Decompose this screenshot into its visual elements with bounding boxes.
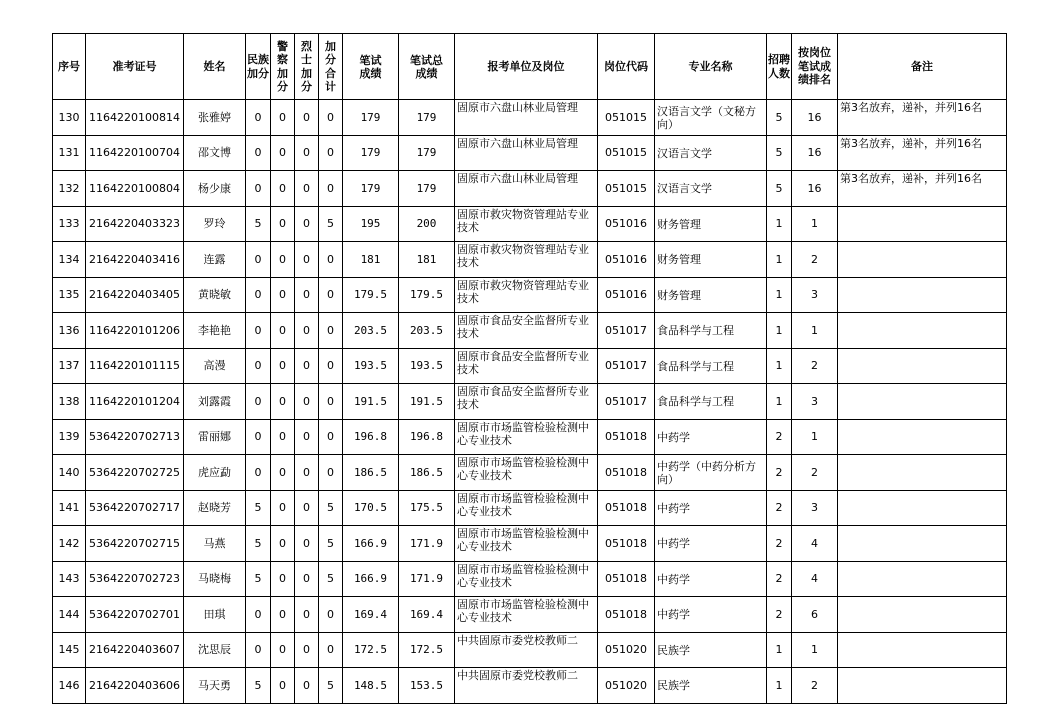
cell-hire-count: 1 [767, 242, 792, 278]
cell-ethnic-bonus: 0 [246, 135, 271, 171]
cell-bonus-total: 0 [319, 632, 343, 668]
cell-written-total: 171.9 [399, 526, 455, 562]
table-row [53, 206, 1007, 242]
cell-ethnic-bonus: 0 [246, 455, 271, 491]
table-row [53, 171, 1007, 207]
cell-police-bonus: 0 [271, 171, 295, 207]
cell-seq: 144 [53, 597, 86, 633]
cell-martyr-bonus: 0 [295, 419, 319, 455]
cell-police-bonus: 0 [271, 632, 295, 668]
cell-name: 张雅婷 [184, 100, 246, 136]
cell-remarks [838, 384, 1007, 420]
cell-major: 民族学 [655, 668, 767, 704]
cell-rank: 6 [792, 597, 838, 633]
table-row [53, 419, 1007, 455]
cell-name: 邵文博 [184, 135, 246, 171]
table-row [53, 490, 1007, 526]
cell-ethnic-bonus: 5 [246, 668, 271, 704]
results-table [52, 33, 1007, 704]
cell-written-score: 179 [343, 171, 399, 207]
header-rank: 按岗位笔试成绩排名 [792, 34, 838, 100]
cell-major: 汉语言文学 [655, 135, 767, 171]
cell-hire-count: 1 [767, 668, 792, 704]
cell-rank: 16 [792, 135, 838, 171]
cell-written-total: 191.5 [399, 384, 455, 420]
cell-name: 杨少康 [184, 171, 246, 207]
cell-martyr-bonus: 0 [295, 561, 319, 597]
header-martyr-bonus: 烈士加分 [295, 34, 319, 100]
cell-rank: 3 [792, 277, 838, 313]
cell-exam-no: 2164220403607 [86, 632, 184, 668]
header-seq: 序号 [53, 34, 86, 100]
cell-written-total: 203.5 [399, 313, 455, 349]
cell-exam-no: 5364220702725 [86, 455, 184, 491]
cell-rank: 1 [792, 632, 838, 668]
cell-exam-no: 5364220702723 [86, 561, 184, 597]
cell-name: 虎应勐 [184, 455, 246, 491]
cell-police-bonus: 0 [271, 490, 295, 526]
table-row [53, 313, 1007, 349]
cell-hire-count: 1 [767, 206, 792, 242]
cell-remarks [838, 597, 1007, 633]
cell-ethnic-bonus: 5 [246, 561, 271, 597]
table-body [53, 100, 1007, 704]
header-exam-no: 准考证号 [86, 34, 184, 100]
cell-seq: 145 [53, 632, 86, 668]
cell-seq: 142 [53, 526, 86, 562]
cell-major: 中药学 [655, 419, 767, 455]
cell-seq: 133 [53, 206, 86, 242]
cell-written-score: 170.5 [343, 490, 399, 526]
cell-rank: 16 [792, 100, 838, 136]
cell-bonus-total: 0 [319, 242, 343, 278]
cell-martyr-bonus: 0 [295, 242, 319, 278]
cell-police-bonus: 0 [271, 277, 295, 313]
cell-seq: 135 [53, 277, 86, 313]
cell-name: 刘露霞 [184, 384, 246, 420]
cell-bonus-total: 0 [319, 455, 343, 491]
cell-unit-position: 固原市食品安全监督所专业技术 [455, 384, 598, 420]
cell-ethnic-bonus: 0 [246, 277, 271, 313]
cell-position-code: 051018 [598, 597, 655, 633]
cell-exam-no: 2164220403405 [86, 277, 184, 313]
cell-written-total: 193.5 [399, 348, 455, 384]
cell-unit-position: 固原市市场监管检验检测中心专业技术 [455, 597, 598, 633]
cell-position-code: 051018 [598, 526, 655, 562]
table-row [53, 632, 1007, 668]
cell-unit-position: 固原市市场监管检验检测中心专业技术 [455, 561, 598, 597]
cell-remarks: 第3名放弃，递补，并列16名 [838, 100, 1007, 136]
cell-major: 中药学 [655, 561, 767, 597]
cell-bonus-total: 5 [319, 561, 343, 597]
table-row [53, 242, 1007, 278]
header-hire-count: 招聘人数 [767, 34, 792, 100]
table-row [53, 384, 1007, 420]
cell-position-code: 051018 [598, 419, 655, 455]
cell-name: 连露 [184, 242, 246, 278]
cell-hire-count: 1 [767, 277, 792, 313]
table-row [53, 455, 1007, 491]
cell-ethnic-bonus: 0 [246, 313, 271, 349]
cell-ethnic-bonus: 0 [246, 419, 271, 455]
cell-exam-no: 1164220101204 [86, 384, 184, 420]
cell-written-score: 195 [343, 206, 399, 242]
cell-exam-no: 5364220702715 [86, 526, 184, 562]
cell-name: 高漫 [184, 348, 246, 384]
cell-position-code: 051015 [598, 135, 655, 171]
cell-martyr-bonus: 0 [295, 526, 319, 562]
cell-hire-count: 2 [767, 419, 792, 455]
cell-exam-no: 1164220100704 [86, 135, 184, 171]
cell-written-score: 169.4 [343, 597, 399, 633]
cell-hire-count: 2 [767, 597, 792, 633]
table-row [53, 597, 1007, 633]
cell-position-code: 051016 [598, 277, 655, 313]
table-row [53, 561, 1007, 597]
cell-ethnic-bonus: 0 [246, 100, 271, 136]
cell-major: 中药学 [655, 597, 767, 633]
header-major: 专业名称 [655, 34, 767, 100]
cell-police-bonus: 0 [271, 242, 295, 278]
cell-police-bonus: 0 [271, 384, 295, 420]
cell-martyr-bonus: 0 [295, 632, 319, 668]
cell-unit-position: 固原市救灾物资管理站专业技术 [455, 277, 598, 313]
cell-ethnic-bonus: 0 [246, 242, 271, 278]
cell-remarks [838, 668, 1007, 704]
cell-written-score: 191.5 [343, 384, 399, 420]
cell-written-score: 179.5 [343, 277, 399, 313]
cell-ethnic-bonus: 5 [246, 206, 271, 242]
cell-major: 财务管理 [655, 206, 767, 242]
cell-ethnic-bonus: 5 [246, 490, 271, 526]
cell-remarks [838, 277, 1007, 313]
cell-hire-count: 1 [767, 348, 792, 384]
cell-police-bonus: 0 [271, 135, 295, 171]
cell-unit-position: 固原市救灾物资管理站专业技术 [455, 206, 598, 242]
cell-written-total: 186.5 [399, 455, 455, 491]
cell-police-bonus: 0 [271, 206, 295, 242]
cell-rank: 4 [792, 561, 838, 597]
cell-written-score: 196.8 [343, 419, 399, 455]
header-written-score: 笔试成绩 [343, 34, 399, 100]
cell-written-total: 200 [399, 206, 455, 242]
table-row [53, 277, 1007, 313]
cell-remarks [838, 455, 1007, 491]
cell-position-code: 051016 [598, 242, 655, 278]
cell-written-score: 186.5 [343, 455, 399, 491]
cell-remarks [838, 419, 1007, 455]
cell-position-code: 051015 [598, 100, 655, 136]
cell-unit-position: 固原市市场监管检验检测中心专业技术 [455, 455, 598, 491]
cell-hire-count: 2 [767, 455, 792, 491]
cell-hire-count: 5 [767, 135, 792, 171]
cell-unit-position: 固原市市场监管检验检测中心专业技术 [455, 490, 598, 526]
header-name: 姓名 [184, 34, 246, 100]
cell-bonus-total: 0 [319, 313, 343, 349]
cell-hire-count: 1 [767, 313, 792, 349]
cell-position-code: 051018 [598, 561, 655, 597]
cell-written-total: 181 [399, 242, 455, 278]
cell-major: 食品科学与工程 [655, 384, 767, 420]
cell-unit-position: 固原市救灾物资管理站专业技术 [455, 242, 598, 278]
cell-written-score: 148.5 [343, 668, 399, 704]
cell-rank: 4 [792, 526, 838, 562]
cell-bonus-total: 0 [319, 384, 343, 420]
cell-unit-position: 固原市市场监管检验检测中心专业技术 [455, 419, 598, 455]
cell-seq: 139 [53, 419, 86, 455]
cell-police-bonus: 0 [271, 419, 295, 455]
cell-rank: 2 [792, 242, 838, 278]
cell-position-code: 051020 [598, 668, 655, 704]
cell-bonus-total: 0 [319, 348, 343, 384]
cell-seq: 137 [53, 348, 86, 384]
cell-name: 马晓梅 [184, 561, 246, 597]
cell-rank: 1 [792, 206, 838, 242]
cell-rank: 1 [792, 419, 838, 455]
cell-position-code: 051016 [598, 206, 655, 242]
cell-written-total: 179 [399, 100, 455, 136]
cell-ethnic-bonus: 0 [246, 597, 271, 633]
cell-exam-no: 2164220403606 [86, 668, 184, 704]
table-row [53, 526, 1007, 562]
cell-position-code: 051017 [598, 384, 655, 420]
cell-police-bonus: 0 [271, 668, 295, 704]
cell-written-total: 169.4 [399, 597, 455, 633]
cell-remarks [838, 313, 1007, 349]
cell-martyr-bonus: 0 [295, 384, 319, 420]
table-row [53, 668, 1007, 704]
cell-remarks [838, 526, 1007, 562]
cell-martyr-bonus: 0 [295, 313, 319, 349]
cell-martyr-bonus: 0 [295, 206, 319, 242]
cell-remarks: 第3名放弃，递补，并列16名 [838, 135, 1007, 171]
cell-police-bonus: 0 [271, 597, 295, 633]
cell-written-score: 181 [343, 242, 399, 278]
cell-police-bonus: 0 [271, 313, 295, 349]
table-row [53, 348, 1007, 384]
cell-martyr-bonus: 0 [295, 597, 319, 633]
cell-rank: 3 [792, 384, 838, 420]
cell-seq: 136 [53, 313, 86, 349]
cell-written-total: 171.9 [399, 561, 455, 597]
cell-exam-no: 5364220702717 [86, 490, 184, 526]
cell-position-code: 051018 [598, 490, 655, 526]
cell-martyr-bonus: 0 [295, 171, 319, 207]
cell-unit-position: 中共固原市委党校教师二 [455, 632, 598, 668]
cell-major: 汉语言文学 [655, 171, 767, 207]
cell-bonus-total: 5 [319, 206, 343, 242]
cell-seq: 141 [53, 490, 86, 526]
cell-written-total: 179 [399, 171, 455, 207]
cell-major: 中药学 [655, 490, 767, 526]
header-written-total: 笔试总成绩 [399, 34, 455, 100]
cell-seq: 140 [53, 455, 86, 491]
header-police-bonus: 警察加分 [271, 34, 295, 100]
cell-bonus-total: 5 [319, 490, 343, 526]
header-ethnic-bonus: 民族加分 [246, 34, 271, 100]
cell-remarks [838, 490, 1007, 526]
cell-bonus-total: 0 [319, 100, 343, 136]
cell-written-total: 175.5 [399, 490, 455, 526]
header-unit-position: 报考单位及岗位 [455, 34, 598, 100]
cell-remarks: 第3名放弃，递补，并列16名 [838, 171, 1007, 207]
cell-remarks [838, 242, 1007, 278]
cell-ethnic-bonus: 0 [246, 171, 271, 207]
cell-bonus-total: 0 [319, 419, 343, 455]
cell-written-score: 179 [343, 100, 399, 136]
cell-hire-count: 5 [767, 171, 792, 207]
cell-martyr-bonus: 0 [295, 455, 319, 491]
cell-written-total: 153.5 [399, 668, 455, 704]
cell-seq: 131 [53, 135, 86, 171]
cell-exam-no: 5364220702713 [86, 419, 184, 455]
cell-written-total: 172.5 [399, 632, 455, 668]
cell-position-code: 051018 [598, 455, 655, 491]
cell-martyr-bonus: 0 [295, 348, 319, 384]
cell-seq: 132 [53, 171, 86, 207]
cell-unit-position: 固原市六盘山林业局管理 [455, 135, 598, 171]
cell-position-code: 051020 [598, 632, 655, 668]
cell-exam-no: 5364220702701 [86, 597, 184, 633]
cell-name: 马燕 [184, 526, 246, 562]
cell-unit-position: 中共固原市委党校教师二 [455, 668, 598, 704]
cell-major: 食品科学与工程 [655, 313, 767, 349]
cell-unit-position: 固原市食品安全监督所专业技术 [455, 313, 598, 349]
cell-rank: 2 [792, 348, 838, 384]
cell-name: 赵晓芳 [184, 490, 246, 526]
cell-seq: 134 [53, 242, 86, 278]
cell-unit-position: 固原市六盘山林业局管理 [455, 100, 598, 136]
cell-seq: 146 [53, 668, 86, 704]
cell-written-total: 196.8 [399, 419, 455, 455]
cell-seq: 143 [53, 561, 86, 597]
cell-name: 李艳艳 [184, 313, 246, 349]
cell-written-score: 203.5 [343, 313, 399, 349]
cell-major: 汉语言文学（文秘方向） [655, 100, 767, 136]
cell-ethnic-bonus: 0 [246, 384, 271, 420]
cell-major: 民族学 [655, 632, 767, 668]
cell-written-score: 166.9 [343, 526, 399, 562]
cell-written-score: 179 [343, 135, 399, 171]
cell-exam-no: 2164220403323 [86, 206, 184, 242]
cell-bonus-total: 0 [319, 597, 343, 633]
header-remarks: 备注 [838, 34, 1007, 100]
cell-written-score: 193.5 [343, 348, 399, 384]
cell-written-score: 172.5 [343, 632, 399, 668]
cell-name: 沈思辰 [184, 632, 246, 668]
cell-name: 黄晓敏 [184, 277, 246, 313]
header-position-code: 岗位代码 [598, 34, 655, 100]
header-row [53, 34, 1007, 100]
cell-position-code: 051017 [598, 348, 655, 384]
cell-name: 马天勇 [184, 668, 246, 704]
cell-written-score: 166.9 [343, 561, 399, 597]
cell-exam-no: 1164220101206 [86, 313, 184, 349]
cell-exam-no: 2164220403416 [86, 242, 184, 278]
cell-name: 罗玲 [184, 206, 246, 242]
cell-ethnic-bonus: 0 [246, 348, 271, 384]
cell-martyr-bonus: 0 [295, 100, 319, 136]
cell-unit-position: 固原市六盘山林业局管理 [455, 171, 598, 207]
cell-remarks [838, 632, 1007, 668]
cell-seq: 138 [53, 384, 86, 420]
cell-hire-count: 5 [767, 100, 792, 136]
cell-bonus-total: 0 [319, 277, 343, 313]
cell-martyr-bonus: 0 [295, 490, 319, 526]
cell-position-code: 051017 [598, 313, 655, 349]
cell-hire-count: 1 [767, 384, 792, 420]
cell-martyr-bonus: 0 [295, 668, 319, 704]
cell-major: 中药学 [655, 526, 767, 562]
cell-exam-no: 1164220100814 [86, 100, 184, 136]
cell-remarks [838, 561, 1007, 597]
cell-ethnic-bonus: 5 [246, 526, 271, 562]
cell-major: 财务管理 [655, 242, 767, 278]
cell-written-total: 179.5 [399, 277, 455, 313]
cell-major: 中药学（中药分析方向） [655, 455, 767, 491]
table-row [53, 100, 1007, 136]
cell-hire-count: 2 [767, 561, 792, 597]
cell-remarks [838, 348, 1007, 384]
cell-martyr-bonus: 0 [295, 135, 319, 171]
cell-position-code: 051015 [598, 171, 655, 207]
cell-unit-position: 固原市市场监管检验检测中心专业技术 [455, 526, 598, 562]
cell-bonus-total: 5 [319, 668, 343, 704]
cell-seq: 130 [53, 100, 86, 136]
cell-police-bonus: 0 [271, 100, 295, 136]
cell-bonus-total: 5 [319, 526, 343, 562]
header-bonus-total: 加分合计 [319, 34, 343, 100]
cell-remarks [838, 206, 1007, 242]
cell-bonus-total: 0 [319, 171, 343, 207]
cell-police-bonus: 0 [271, 561, 295, 597]
cell-exam-no: 1164220100804 [86, 171, 184, 207]
cell-hire-count: 2 [767, 490, 792, 526]
cell-unit-position: 固原市食品安全监督所专业技术 [455, 348, 598, 384]
cell-bonus-total: 0 [319, 135, 343, 171]
cell-written-total: 179 [399, 135, 455, 171]
cell-martyr-bonus: 0 [295, 277, 319, 313]
cell-rank: 2 [792, 455, 838, 491]
cell-exam-no: 1164220101115 [86, 348, 184, 384]
cell-rank: 2 [792, 668, 838, 704]
cell-name: 田琪 [184, 597, 246, 633]
cell-rank: 1 [792, 313, 838, 349]
cell-police-bonus: 0 [271, 526, 295, 562]
cell-ethnic-bonus: 0 [246, 632, 271, 668]
cell-major: 食品科学与工程 [655, 348, 767, 384]
cell-major: 财务管理 [655, 277, 767, 313]
cell-police-bonus: 0 [271, 455, 295, 491]
cell-rank: 16 [792, 171, 838, 207]
cell-rank: 3 [792, 490, 838, 526]
cell-hire-count: 1 [767, 632, 792, 668]
table-row [53, 135, 1007, 171]
cell-hire-count: 2 [767, 526, 792, 562]
cell-police-bonus: 0 [271, 348, 295, 384]
cell-name: 雷丽娜 [184, 419, 246, 455]
